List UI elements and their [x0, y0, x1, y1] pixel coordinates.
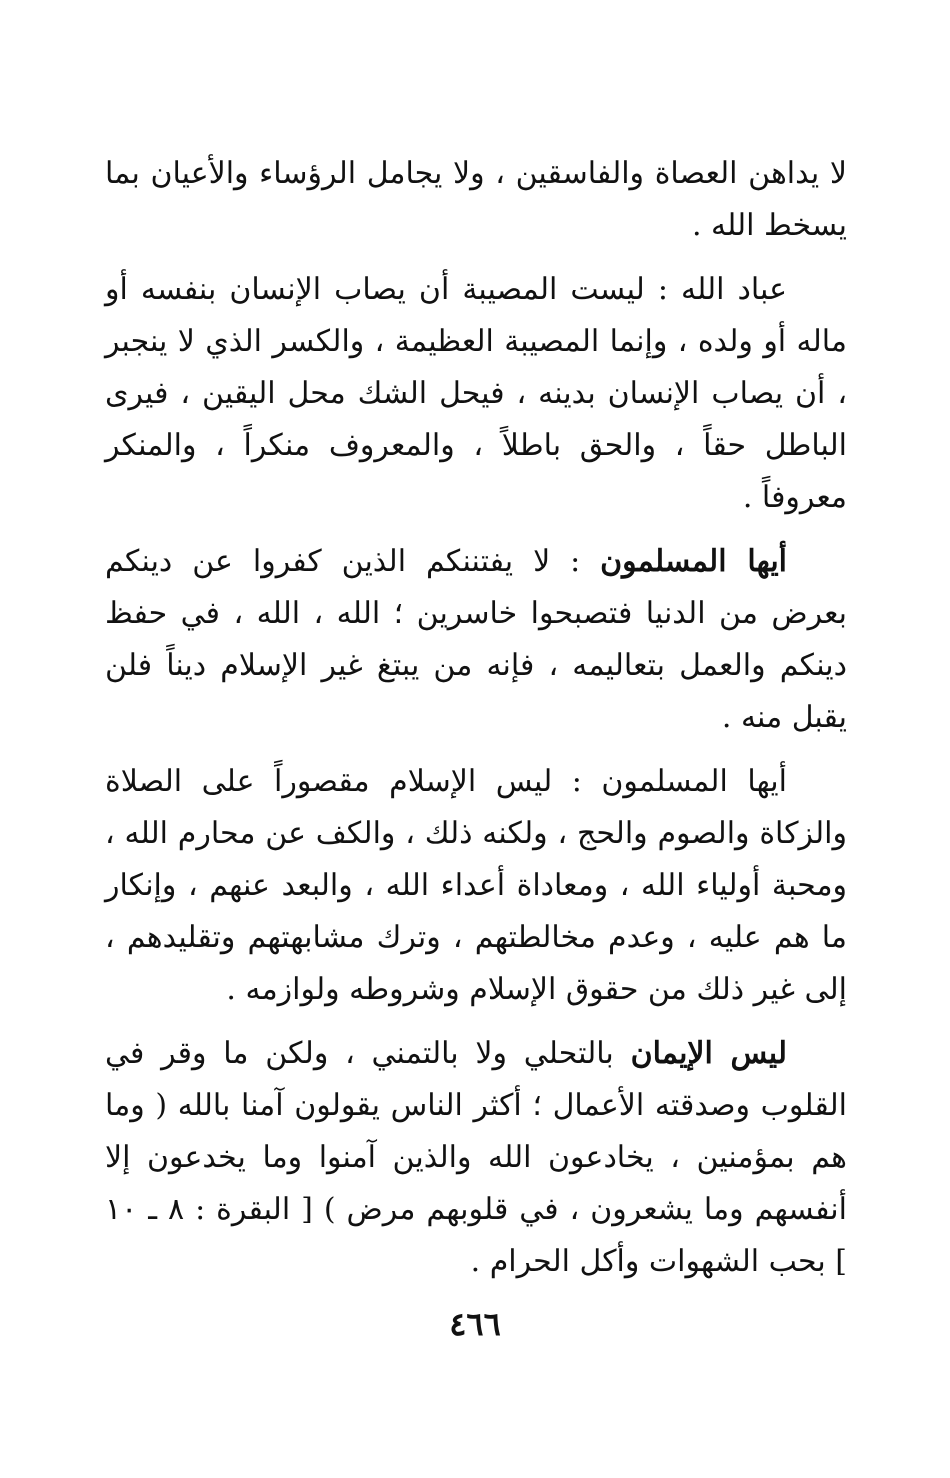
paragraph-2 [105, 264, 847, 524]
paragraph-3-text: : لا يفتننكم الذين كفروا عن دينكم بعرض من الدنيا فتصبحوا خاسرين ؛ الله ، الله ، في حفظ دينكم والعمل بتعاليمه ، فإنه من يبتغ غير الإسلام ديناً فلن يقبل منه . [105, 544, 847, 735]
paragraph-3 [105, 536, 847, 744]
paragraph-1-text: لا يداهن العصاة والفاسقين ، ولا يجامل الرؤساء والأعيان بما يسخط الله . [105, 156, 847, 243]
paragraph-3-lead: أيها المسلمون [600, 544, 788, 579]
paragraph-4-text: أيها المسلمون : ليس الإسلام مقصوراً على الصلاة والزكاة والصوم والحج ، ولكنه ذلك ، والكف عن محارم الله ، ومحبة أولياء الله ، ومعاداة أعداء الله ، والبعد عنهم ، وإنكار ما هم عليه ، وعدم مخالطتهم ، وترك مشابهتهم وتقليدهم ، إلى غير ذلك من حقوق الإسلام وشروطه ولوازمه . [105, 764, 847, 1007]
paragraph-1 [105, 148, 847, 252]
paragraph-4 [105, 756, 847, 1016]
paragraph-5-lead: ليس الإيمان [630, 1036, 787, 1071]
page-number: ٤٦٦ [449, 1305, 501, 1343]
paragraph-5 [105, 1028, 847, 1288]
page-body [105, 148, 847, 1288]
paragraph-2-text: عباد الله : ليست المصيبة أن يصاب الإنسان بنفسه أو ماله أو ولده ، وإنما المصيبة العظيمة ، والكسر الذي لا ينجبر ، أن يصاب الإنسان بدينه ، فيحل الشك محل اليقين ، فيرى الباطل حقاً ، والحق باطلاً ، والمعروف منكراً ، والمنكر معروفاً . [105, 272, 847, 515]
paragraph-5-text: بالتحلي ولا بالتمني ، ولكن ما وقر في القلوب وصدقته الأعمال ؛ أكثر الناس يقولون آمنا بالله ( وما هم بمؤمنين ، يخادعون الله والذين آمنوا وما يخدعون إلا أنفسهم وما يشعرون ، في قلوبهم مرض ) [ البقرة : ٨ ـ ١٠ ] بحب الشهوات وأكل الحرام . [105, 1036, 847, 1279]
